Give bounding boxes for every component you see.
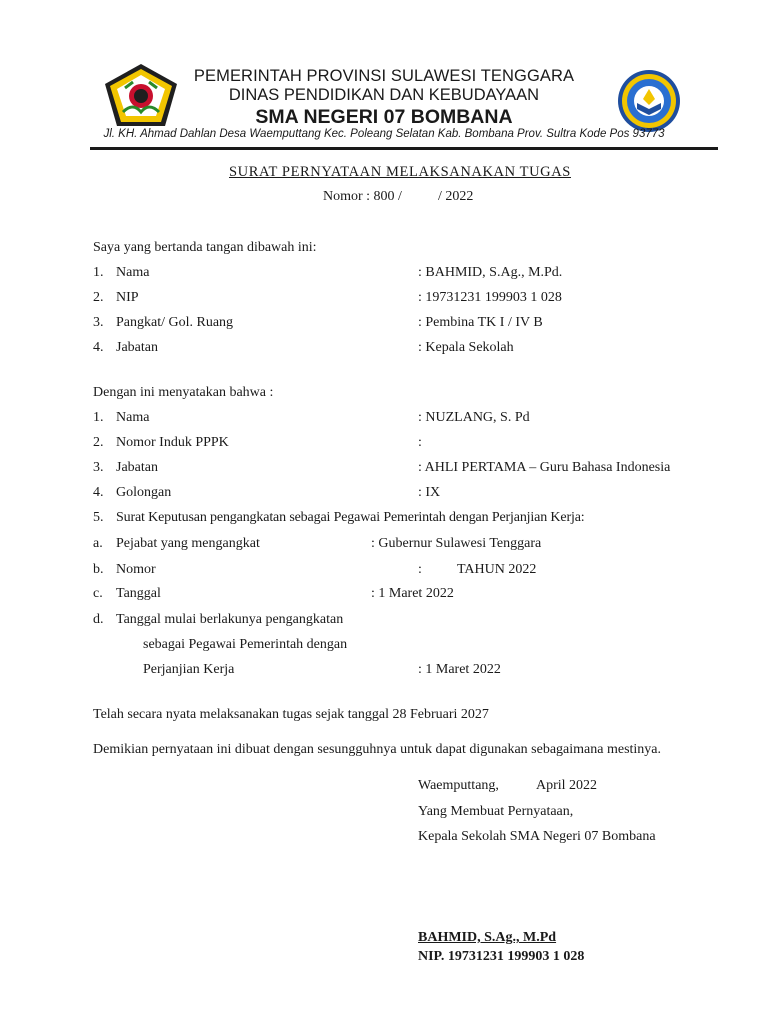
kop-address: Jl. KH. Ahmad Dahlan Desa Waemputtang Kec. Poleang Selatan Kab. Bombana Prov. Sultra Kode Pos 93773 xyxy=(103,128,665,140)
letterhead-rule xyxy=(90,147,718,150)
signature-position: Kepala Sekolah SMA Negeri 07 Bombana xyxy=(418,829,656,844)
signer-intro: Saya yang bertanda tangan dibawah ini: xyxy=(93,240,317,255)
kop-department: DINAS PENDIDIKAN DAN KEBUDAYAAN xyxy=(228,86,540,104)
signature-maker: Yang Membuat Pernyataan, xyxy=(418,804,574,819)
kop-province: PEMERINTAH PROVINSI SULAWESI TENGGARA xyxy=(193,67,575,85)
statement-intro: Dengan ini menyatakan bahwa : xyxy=(93,385,274,400)
signer-nip: NIP. 19731231 199903 1 028 xyxy=(418,949,585,964)
document-number: Nomor : 800 / / 2022 xyxy=(323,189,474,204)
closing-paragraph: Demikian pernyataan ini dibuat dengan sesungguhnya untuk dapat digunakan sebagaimana mestinya. xyxy=(93,742,662,757)
kop-school: SMA NEGERI 07 BOMBANA xyxy=(255,106,513,128)
signature-place: Waemputtang, xyxy=(418,778,499,793)
executed-statement: Telah secara nyata melaksanakan tugas sejak tanggal 28 Februari 2027 xyxy=(93,707,489,722)
signer-name: BAHMID, S.Ag., M.Pd xyxy=(418,930,557,945)
signature-date: April 2022 xyxy=(536,778,598,793)
document-title: SURAT PERNYATAAN MELAKSANAKAN TUGAS xyxy=(229,164,571,180)
